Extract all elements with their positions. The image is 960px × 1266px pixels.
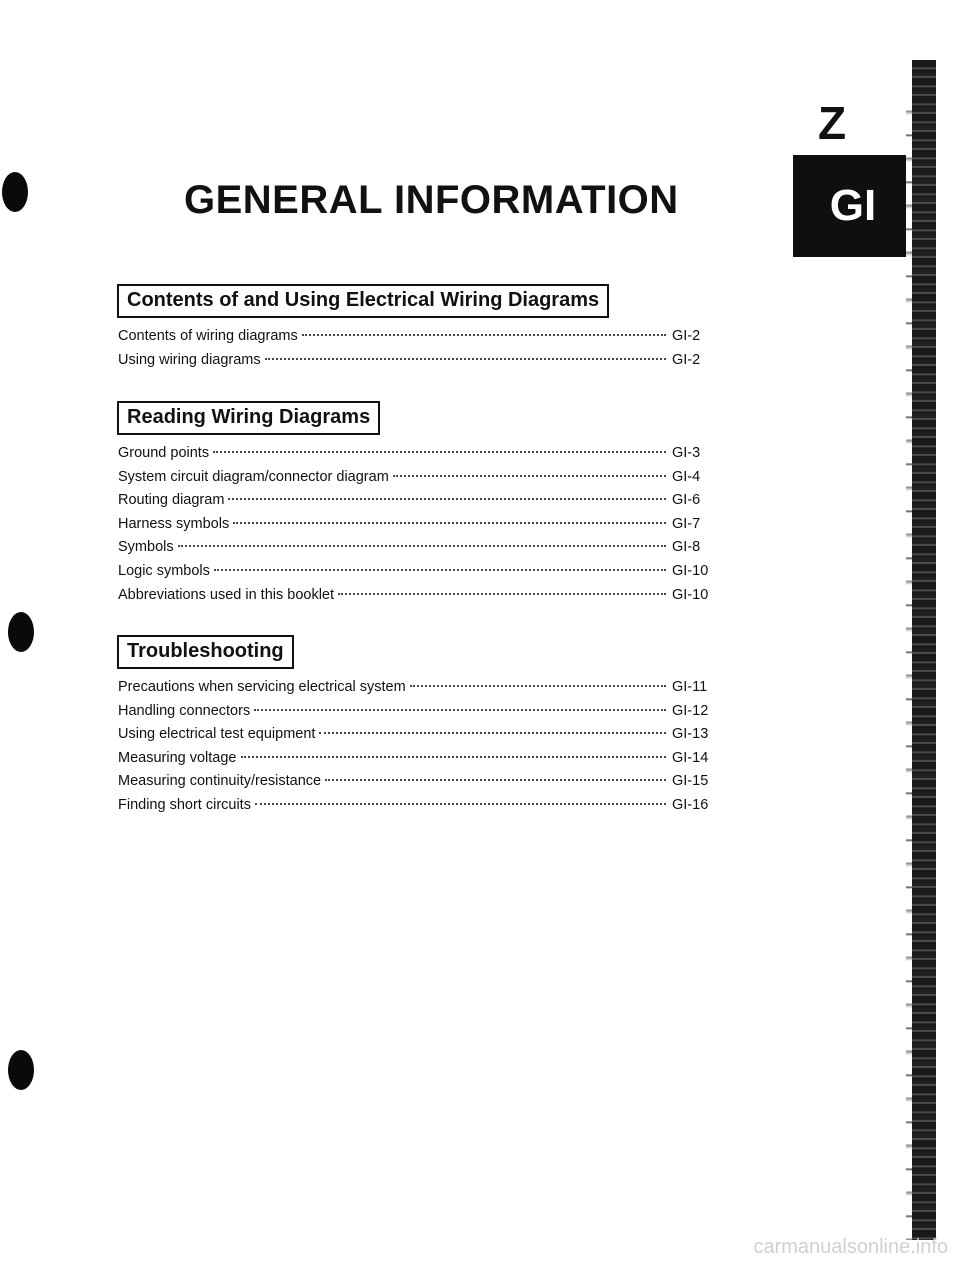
toc-item-page: GI-14 xyxy=(672,749,709,766)
dot-leader xyxy=(254,709,666,711)
toc-item-page: GI-10 xyxy=(672,586,709,603)
section-heading-troubleshooting: Troubleshooting xyxy=(117,635,294,669)
dot-leader xyxy=(393,475,666,477)
toc-item[interactable] xyxy=(118,773,710,797)
dot-leader xyxy=(233,522,666,524)
toc-item-page: GI-11 xyxy=(672,679,708,695)
toc-item-label: Precautions when servicing electrical system xyxy=(118,679,406,695)
section-heading-reading: Reading Wiring Diagrams xyxy=(117,401,380,435)
toc-item[interactable] xyxy=(118,445,710,469)
toc-item-page: GI-13 xyxy=(672,726,709,743)
toc-item[interactable] xyxy=(118,352,710,376)
dot-leader xyxy=(265,358,666,360)
page-title: GENERAL INFORMATION xyxy=(184,178,679,222)
toc-item-label: Routing diagram xyxy=(118,492,225,509)
toc-item-label: Ground points xyxy=(118,445,210,461)
toc-item-label: Measuring voltage xyxy=(118,749,237,766)
page-edge-index xyxy=(912,60,936,1240)
toc-item-page: GI-10 xyxy=(672,562,709,579)
dot-leader xyxy=(255,803,666,805)
toc-item-label: Abbreviations used in this booklet xyxy=(118,586,335,603)
toc-item-page: GI-3 xyxy=(672,445,701,461)
dot-leader xyxy=(241,756,667,758)
dot-leader xyxy=(302,334,666,336)
toc-item-label: Using electrical test equipment xyxy=(118,726,316,743)
punch-hole-middle xyxy=(8,612,34,652)
footer-watermark: carmanualsonline.info xyxy=(753,1236,948,1258)
toc-item[interactable] xyxy=(118,516,710,540)
toc-item[interactable] xyxy=(118,679,710,703)
section-heading-contents: Contents of and Using Electrical Wiring Diagrams xyxy=(117,284,609,318)
toc-item-page: GI-7 xyxy=(672,515,701,532)
toc-item-label: Measuring continuity/resistance xyxy=(118,773,322,790)
section-tab: GI xyxy=(793,155,913,257)
dot-leader xyxy=(214,569,666,571)
dot-leader xyxy=(178,545,666,547)
toc-list-contents xyxy=(118,328,710,375)
corner-mark: Z xyxy=(818,97,847,149)
toc-item-page: GI-16 xyxy=(672,796,709,813)
dot-leader xyxy=(325,779,666,781)
toc-item-page: GI-12 xyxy=(672,702,709,719)
toc-item[interactable] xyxy=(118,750,710,774)
toc-item-label: Using wiring diagrams xyxy=(118,351,261,368)
toc-item[interactable] xyxy=(118,563,710,587)
toc-item-label: System circuit diagram/connector diagram xyxy=(118,468,389,485)
dot-leader xyxy=(213,451,666,453)
toc-item-page: GI-2 xyxy=(672,351,701,368)
dot-leader xyxy=(410,685,666,687)
toc-item-page: GI-15 xyxy=(672,773,709,790)
toc-item[interactable] xyxy=(118,539,710,563)
toc-item[interactable] xyxy=(118,469,710,493)
dot-leader xyxy=(338,593,666,595)
toc-item-label: Handling connectors xyxy=(118,702,251,719)
toc-item-page: GI-8 xyxy=(672,539,701,556)
punch-hole-top xyxy=(2,172,28,212)
toc-item-label: Symbols xyxy=(118,539,174,556)
toc-item-label: Logic symbols xyxy=(118,562,210,579)
dot-leader xyxy=(228,498,666,500)
toc-item[interactable] xyxy=(118,726,710,750)
toc-item-label: Contents of wiring diagrams xyxy=(118,328,298,344)
toc-item[interactable] xyxy=(118,797,710,821)
punch-hole-bottom xyxy=(8,1050,34,1090)
toc-item[interactable] xyxy=(118,492,710,516)
dot-leader xyxy=(319,732,666,734)
toc-item-page: GI-4 xyxy=(672,468,701,485)
toc-item[interactable] xyxy=(118,328,710,352)
toc-item-page: GI-6 xyxy=(672,492,701,509)
toc-item[interactable] xyxy=(118,587,710,611)
toc-item-label: Harness symbols xyxy=(118,515,230,532)
toc-list-troubleshooting xyxy=(118,679,710,821)
toc-item[interactable] xyxy=(118,703,710,727)
toc-list-reading xyxy=(118,445,710,610)
toc-item-label: Finding short circuits xyxy=(118,796,251,813)
toc-item-page: GI-2 xyxy=(672,328,701,344)
